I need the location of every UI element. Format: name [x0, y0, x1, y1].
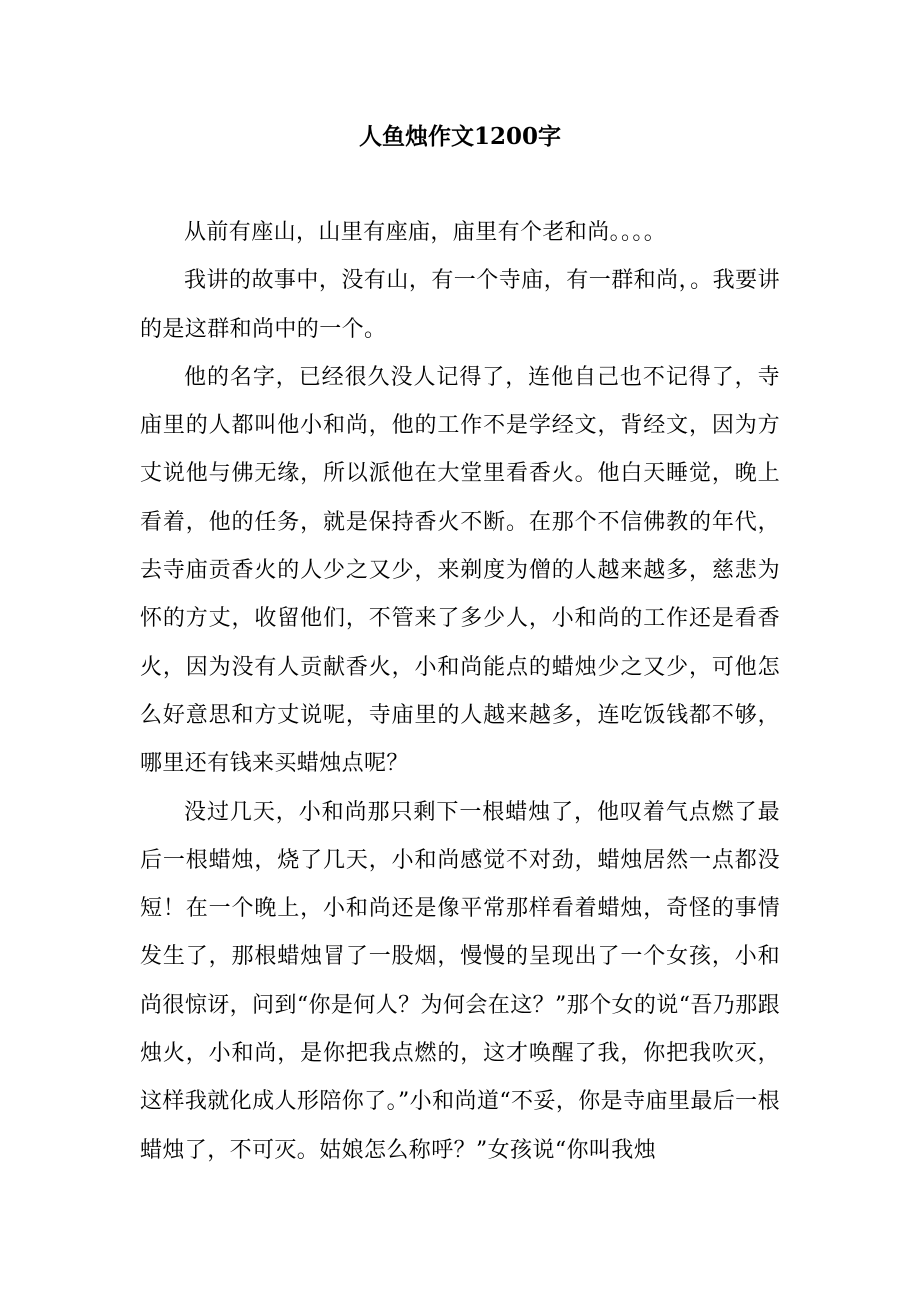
- paragraph: 他的名字，已经很久没人记得了，连他自己也不记得了，寺庙里的人都叫他小和尚，他的工作不是学经文，背经文，因为方丈说他与佛无缘，所以派他在大堂里看香火。他白天睡觉，晚上看着，他的任务，就是保持香火不断。在那个不信佛教的年代，去寺庙贡香火的人少之又少，来剃度为僧的人越来越多，慈悲为怀的方丈，收留他们，不管来了多少人，小和尚的工作还是看香火，因为没有人贡献香火，小和尚能点的蜡烛少之又少，可他怎么好意思和方丈说呢，寺庙里的人越来越多，连吃饭钱都不够，哪里还有钱来买蜡烛点呢？: [140, 364, 780, 777]
- paragraph: 从前有座山，山里有座庙，庙里有个老和尚。。。。: [184, 220, 667, 245]
- paragraph: 我讲的故事中，没有山，有一个寺庙，有一群和尚，。我要讲的是这群和尚中的一个。: [140, 268, 780, 342]
- document-title: 人鱼烛作文1200字: [358, 123, 561, 150]
- document-body: [140, 209, 780, 1175]
- paragraph: 没过几天，小和尚那只剩下一根蜡烛了，他叹着气点燃了最后一根蜡烛，烧了几天，小和尚感觉不对劲，蜡烛居然一点都没短！在一个晚上，小和尚还是像平常那样看着蜡烛，奇怪的事情发生了，那根蜡烛冒了一股烟，慢慢的呈现出了一个女孩，小和尚很惊讶，问到“你是何人？为何会在这？”那个女的说“吾乃那跟烛火，小和尚，是你把我点燃的，这才唤醒了我，你把我吹灭，这样我就化成人形陪你了。”小和尚道“不妥，你是寺庙里最后一根蜡烛了，不可灭。姑娘怎么称呼？”女孩说“你叫我烛: [140, 799, 780, 1163]
